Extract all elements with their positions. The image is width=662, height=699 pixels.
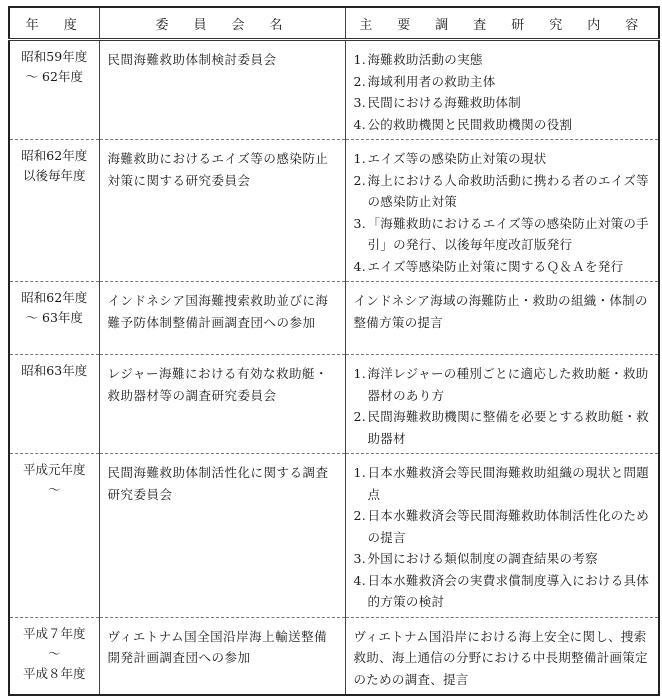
item-number: 1. [353,465,367,480]
list-item [354,290,655,333]
year-line: ～ [47,645,61,661]
year-line: 平成元年度 [22,462,86,477]
item-text: 外国における類似制度の調査結果の考察 [367,551,598,566]
list-item [354,406,655,449]
list-item [354,363,655,406]
committee-name: インドネシア国海難捜索救助並びに海難予防体制整備計画調査団への参加 [99,282,345,355]
list-item [354,570,655,613]
item-number: 2. [353,172,367,188]
list-item [354,505,655,548]
year-cell [9,40,99,140]
item-text: 日本水難救済会等民間海難救助組織の現状と問題点 [367,465,650,502]
content-cell [345,617,659,695]
list-item [354,626,655,691]
year-cell [9,282,99,355]
content-cell [345,282,659,355]
item-text: 日本水難救済会等民間海難救助体制活性化のための提言 [367,508,650,545]
item-number: 1. [353,366,367,381]
item-number: 3. [353,215,367,231]
year-cell [9,454,99,618]
content-cell [345,140,659,282]
item-number: 3. [353,95,367,110]
year-line: 平成８年度 [22,665,86,681]
year-line: 昭和62年度 [21,148,88,163]
content-cell [345,454,659,618]
committee-name: 民間海難救助体制活性化に関する調査研究委員会 [99,454,345,618]
list-item [354,170,655,213]
item-text: ヴィエトナム国沿岸における海上安全に関し、捜索救助、海上通信の分野における中長期整備計画策定のための調査、提言 [353,628,648,687]
item-number: 4. [353,116,367,132]
item-text: 日本水難救済会の実費求償制度導入における具体的方策の検討 [367,572,650,609]
item-number: 3. [353,551,367,566]
item-text: 民間海難救助機関に整備を必要とする救助艇・救助器材 [367,409,650,446]
item-text: 民間における海難救助体制 [367,95,522,110]
header-year: 年 度 [9,7,99,40]
item-number: 1. [353,151,367,166]
research-table [8,6,660,696]
year-line: 昭和62年度 [21,290,88,305]
item-text: 「海難救助におけるエイズ等の感染防止対策の手引」の発行、以後毎年度改訂版発行 [367,215,649,252]
table-row [9,617,659,695]
year-line: 以後毎年度 [22,168,86,183]
item-number: 1. [353,52,367,67]
table-row [9,140,659,282]
item-text: 海域利用者の救助主体 [367,73,496,89]
list-item [354,71,655,93]
item-number: 2. [353,409,367,424]
table-row [9,282,659,355]
item-number: 2. [353,73,367,89]
content-cell [345,355,659,454]
list-item [354,548,655,570]
item-text: 公的救助機関と民間救助機関の役割 [367,116,573,132]
list-item [354,256,655,278]
year-cell [9,140,99,282]
committee-name: ヴィエトナム国全国沿岸海上輸送整備開発計画調査団への参加 [99,617,345,695]
year-line: ～ 63年度 [25,310,83,325]
list-item [354,114,655,136]
item-text: エイズ等の感染防止対策の現状 [367,151,547,166]
year-line: ～ [47,482,61,497]
item-number: 4. [353,572,367,588]
header-content: 主 要 調 査 研 究 内 容 [345,7,659,40]
header-committee: 委 員 会 名 [99,7,345,40]
list-item [354,148,655,170]
survey-table-page [8,6,658,696]
year-line: 平成７年度 [22,625,86,641]
year-line: 昭和63年度 [21,363,88,378]
committee-name: レジャー海難における有効な救助艇・救助器材等の調査研究委員会 [99,355,345,454]
item-text: エイズ等感染防止対策に関するＱ＆Ａを発行 [367,258,624,274]
year-cell [9,355,99,454]
table-header-row [9,7,659,40]
table-row [9,40,659,140]
year-cell [9,617,99,695]
committee-name: 海難救助におけるエイズ等の感染防止対策に関する研究委員会 [99,140,345,282]
table-row [9,355,659,454]
list-item [354,49,655,71]
table-row [9,454,659,618]
item-text: インドネシア海域の海難防止・救助の組織・体制の整備方策の提言 [353,293,648,330]
content-cell [345,40,659,140]
committee-name: 民間海難救助体制検討委員会 [99,40,345,140]
item-text: 海難救助活動の実態 [367,52,483,67]
item-text: 海上における人命救助活動に携わる者のエイズ等の感染防止対策 [367,172,649,209]
item-text: 海洋レジャーの種別ごとに適応した救助艇・救助器材のあり方 [367,366,649,403]
year-line: ～ 62年度 [25,69,83,84]
item-number: 2. [353,508,367,523]
year-line: 昭和59年度 [21,49,88,64]
list-item [354,213,655,256]
list-item [354,462,655,505]
list-item [354,92,655,114]
item-number: 4. [353,258,367,274]
